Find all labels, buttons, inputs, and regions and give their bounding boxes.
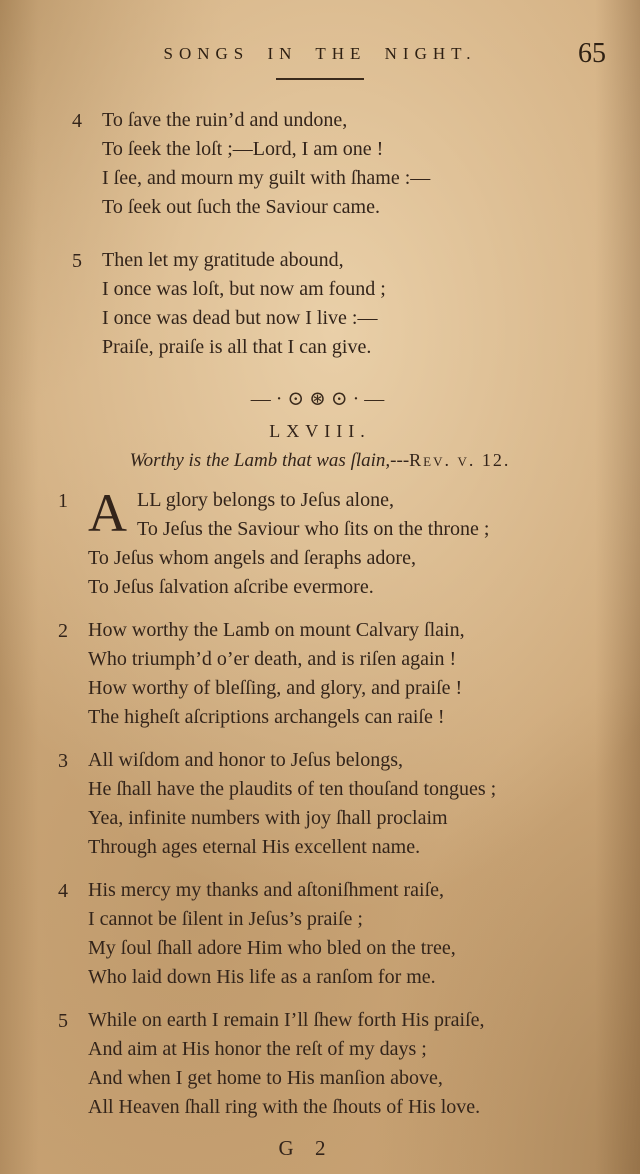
verse-line: Who triumph’d o’er death, and is riſen again ! <box>88 648 457 670</box>
verse-line: Who laid down His life as a ranſom for me. <box>88 966 436 988</box>
header-rule <box>276 78 364 80</box>
epigraph-reference: Rev. v. 12. <box>409 450 511 470</box>
verse-line: LL glory belongs to Jeſus alone, <box>137 489 394 511</box>
verse-line: I once was loſt, but now am found ; <box>102 278 386 300</box>
stanza-number: 2 <box>58 620 68 642</box>
stanza <box>72 246 612 362</box>
drop-cap: A <box>88 483 127 543</box>
verse-line: I cannot be ſilent in Jeſus’s praiſe ; <box>88 908 363 930</box>
verse-line: To Jeſus whom angels and ſeraphs adore, <box>88 547 416 569</box>
verse-line: To Jeſus ſalvation aſcribe evermore. <box>88 576 374 598</box>
stanza <box>58 1006 614 1122</box>
hymn-number: LXVIII. <box>269 421 371 441</box>
verse-line: I once was dead but now I live :— <box>102 307 378 329</box>
stanza-number: 4 <box>58 880 68 902</box>
stanza <box>72 106 612 222</box>
stanza <box>58 616 614 732</box>
verse-line: All Heaven ſhall ring with the ſhouts of His love. <box>88 1096 481 1118</box>
verse-line: Praiſe, praiſe is all that I can give. <box>102 336 372 358</box>
verse-line: He ſhall have the plaudits of ten thouſand tongues ; <box>88 778 497 800</box>
verse-line: Yea, infinite numbers with joy ſhall proclaim <box>88 807 448 829</box>
stanza-number: 1 <box>58 490 68 512</box>
running-header <box>0 0 640 80</box>
verse-line: Through ages eternal His excellent name. <box>88 836 421 858</box>
verse-line: Then let my gratitude abound, <box>102 249 344 271</box>
verse-line: How worthy the Lamb on mount Calvary ſlain, <box>88 619 465 641</box>
verse-line: To ſave the ruin’d and undone, <box>102 109 348 131</box>
verse-line: All wiſdom and honor to Jeſus belongs, <box>88 749 403 771</box>
verse-line: I ſee, and mourn my guilt with ſhame :— <box>102 167 431 189</box>
stanza <box>58 483 614 602</box>
verse-line: His mercy my thanks and aſtoniſhment raiſe, <box>88 879 445 901</box>
verse-line: The higheſt aſcriptions archangels can raiſe ! <box>88 706 445 728</box>
previous-hymn <box>0 106 640 362</box>
verse-line: And aim at His honor the reſt of my days ; <box>88 1038 427 1060</box>
verse-line: To ſeek the loſt ;—Lord, I am one ! <box>102 138 384 160</box>
verse-line: While on earth I remain I’ll ſhew forth His praiſe, <box>88 1009 485 1031</box>
stanza-number: 4 <box>72 110 82 132</box>
verse-line: And when I get home to His manſion above, <box>88 1067 443 1089</box>
stanza <box>58 876 614 992</box>
stanza-number: 5 <box>58 1010 68 1032</box>
verse-line: To ſeek out ſuch the Saviour came. <box>102 196 380 218</box>
epigraph-text: Worthy is the Lamb that was ſlain,--- <box>129 450 410 471</box>
hymn-lxviii <box>0 421 640 1122</box>
page-number: 65 <box>578 38 606 69</box>
verse-line: How worthy of bleſſing, and glory, and praiſe ! <box>88 677 463 699</box>
stanza-number: 5 <box>72 250 82 272</box>
stanza-number: 3 <box>58 750 68 772</box>
stanza <box>58 746 614 862</box>
verse-line: My ſoul ſhall adore Him who bled on the tree, <box>88 937 456 959</box>
verse-line: To Jeſus the Saviour who ſits on the throne ; <box>137 518 490 540</box>
printer-ornament: —·⊙⊛⊙·— <box>250 388 390 410</box>
hymn-epigraph <box>0 450 640 472</box>
signature-mark: G 2 <box>278 1136 334 1160</box>
page-title: SONGS IN THE NIGHT. <box>163 44 477 63</box>
